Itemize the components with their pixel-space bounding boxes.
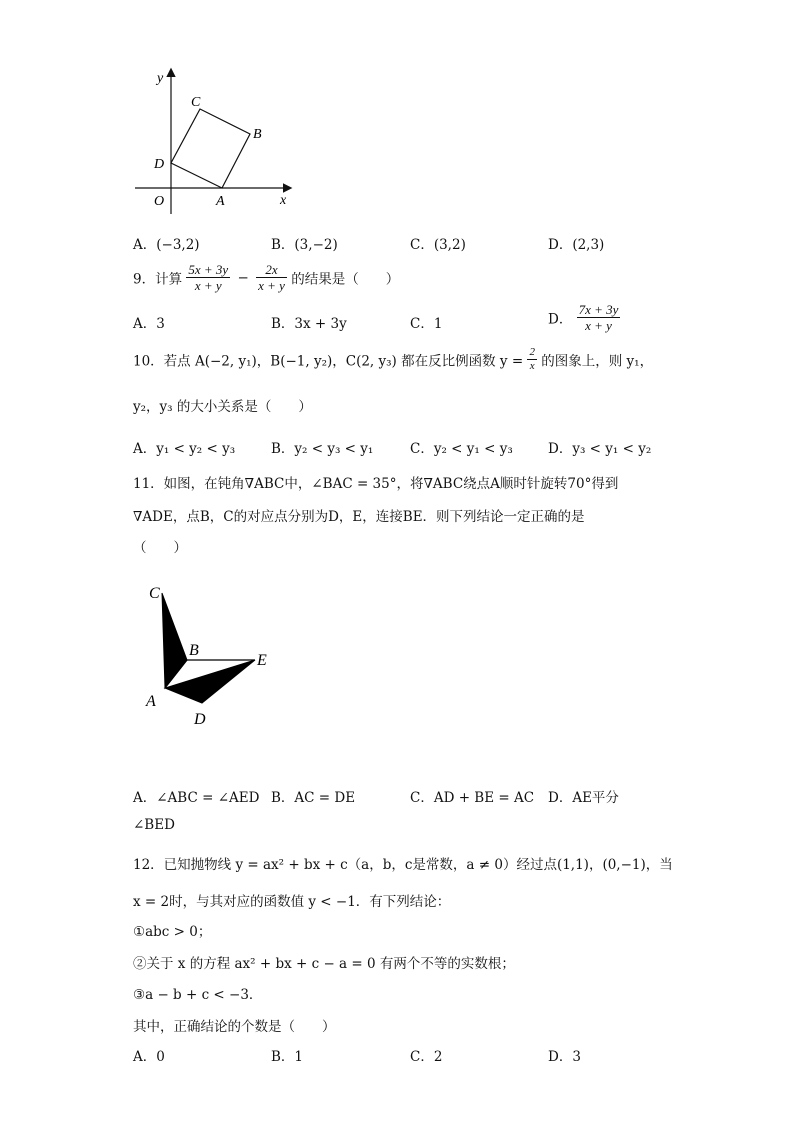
q9-option-a[interactable]: A．3	[133, 316, 165, 332]
square-abcd	[171, 109, 250, 188]
point-e-label: E	[257, 652, 267, 669]
q11-option-d-wrap: ∠BED	[133, 817, 175, 833]
x-axis-label: x	[280, 193, 287, 208]
coordinate-figure	[125, 62, 305, 222]
q12-question: 其中，正确结论的个数是（ ）	[133, 1019, 336, 1035]
q12-option-d[interactable]: D．3	[548, 1049, 581, 1065]
q10-stem-line2: y₂，y₃ 的大小关系是（ ）	[133, 399, 312, 415]
q11-stem-line1: 11．如图，在钝角∇ABC中，∠BAC = 35°，将∇ABC绕点A顺时针旋转70°得到	[133, 476, 619, 492]
q9-option-d[interactable]: D． $\frac{7x + 3y}{x + y}$	[548, 302, 619, 333]
q9-prefix: 9．计算	[133, 271, 183, 288]
point-b-label: B	[253, 127, 262, 142]
q9-option-c[interactable]: C．1	[410, 316, 443, 332]
point-c-label: C	[191, 95, 201, 110]
triangle-abc	[162, 593, 187, 688]
q8-option-b[interactable]: B．(3,−2)	[271, 237, 338, 253]
q10-option-a[interactable]: A．y₁ < y₂ < y₃	[133, 441, 236, 457]
point-a-label: A	[216, 194, 225, 209]
q10-stem-line1: 10．若点 A(−2, y₁)，B(−1, y₂)，C(2, y₃) 都在反比例函数 y = $\frac{2}{x}$ 的图象上，则 y₁，	[133, 346, 654, 372]
point-c-label: C	[149, 585, 160, 602]
rotation-figure	[140, 578, 280, 728]
q8-option-c[interactable]: C．(3,2)	[410, 237, 466, 253]
q11-stem-line3: （ ）	[133, 540, 187, 556]
q10-fraction: $\frac{2}{x}$	[529, 346, 535, 372]
q12-option-b[interactable]: B．1	[271, 1049, 304, 1065]
q12-conclusion-1: ①abc > 0；	[133, 924, 212, 940]
q10-option-b[interactable]: B．y₂ < y₃ < y₁	[271, 441, 374, 457]
q9-minus: −	[237, 269, 249, 286]
q9-option-b[interactable]: B．3x + 3y	[271, 316, 347, 332]
q12-conclusion-3: ③a − b + c < −3．	[133, 987, 263, 1003]
point-d-label: D	[194, 711, 206, 728]
q8-option-a[interactable]: A．(−3,2)	[133, 237, 200, 253]
q11-stem-line2: ∇ADE，点B，C的对应点分别为D，E，连接BE．则下列结论一定正确的是	[133, 509, 585, 525]
q9-suffix: 的结果是（ ）	[291, 271, 400, 288]
y-axis-label: y	[157, 71, 164, 86]
q9-fraction-1: $\frac{5x + 3y}{x + y}$	[188, 262, 229, 293]
point-a-label: A	[146, 693, 156, 710]
point-b-label: B	[189, 642, 199, 659]
q9-option-d-fraction: $\frac{7x + 3y}{x + y}$	[578, 302, 619, 333]
q8-option-d[interactable]: D．(2,3)	[548, 237, 605, 253]
q11-option-c[interactable]: C．AD + BE = AC	[410, 790, 535, 806]
q11-option-d[interactable]: D．AE平分	[548, 790, 619, 806]
q10-option-c[interactable]: C．y₂ < y₁ < y₃	[410, 441, 513, 457]
q11-option-b[interactable]: B．AC = DE	[271, 790, 356, 806]
q12-conclusion-2: ②关于 x 的方程 ax² + bx + c − a = 0 有两个不等的实数根；	[133, 956, 515, 972]
q11-option-a[interactable]: A．∠ABC = ∠AED	[133, 790, 260, 806]
point-d-label: D	[154, 157, 165, 172]
q10-option-d[interactable]: D．y₃ < y₁ < y₂	[548, 441, 652, 457]
q12-option-a[interactable]: A．0	[133, 1049, 165, 1065]
q12-option-c[interactable]: C．2	[410, 1049, 443, 1065]
q9-fraction-2: $\frac{2x}{x + y}$	[258, 262, 285, 293]
q12-stem-line1: 12．已知抛物线 y = ax² + bx + c（a，b，c是常数，a ≠ 0）经过点(1,1)，(0,−1)，当	[133, 857, 673, 873]
q9-stem	[133, 262, 399, 293]
q12-stem-line2: x = 2时，与其对应的函数值 y < −1．有下列结论：	[133, 894, 451, 910]
origin-label: O	[154, 194, 165, 209]
